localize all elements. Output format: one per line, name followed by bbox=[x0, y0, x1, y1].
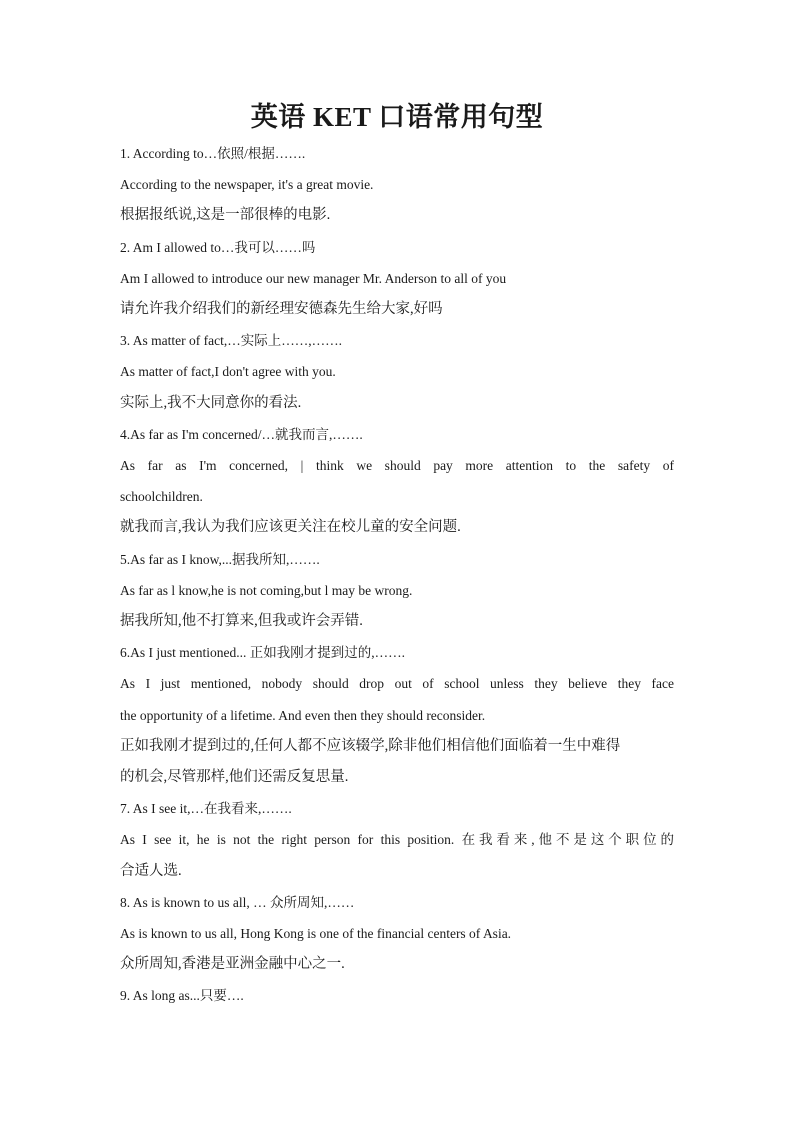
document-page bbox=[120, 96, 674, 1012]
item-1-example-cn: 根据报纸说,这是一部很棒的电影. bbox=[120, 207, 331, 224]
item-6-example-en-line-2: the opportunity of a lifetime. And even then they should reconsider. bbox=[120, 707, 486, 723]
item-4-example-en-line-2: schoolchildren. bbox=[120, 489, 203, 505]
item-6-example-cn-line-1: 正如我刚才提到过的,任何人都不应该辍学,除非他们相信他们面临着一生中难得 bbox=[120, 737, 621, 754]
item-3-phrase: 3. As matter of fact,…实际上……,……. bbox=[120, 333, 342, 349]
item-3-example-cn: 实际上,我不大同意你的看法. bbox=[120, 394, 302, 411]
item-4-phrase: 4.As far as I'm concerned/…就我而言,……. bbox=[120, 426, 363, 442]
item-7-example-line-1: As I see it, he is not the right person for this position. 在我看来,他不是这个职位的 bbox=[120, 832, 674, 848]
item-3-example-en: As matter of fact,I don't agree with you. bbox=[120, 364, 336, 380]
item-6-example-en-line-1: As I just mentioned, nobody should drop out of school unless they believe they face bbox=[120, 676, 674, 692]
item-2-example-en: Am I allowed to introduce our new manager Mr. Anderson to all of you bbox=[120, 270, 507, 286]
item-7-example-line-2: 合适人选. bbox=[120, 862, 182, 879]
item-1-phrase: 1. According to…依照/根据……. bbox=[120, 146, 306, 161]
item-8-example-cn: 众所周知,香港是亚洲金融中心之一. bbox=[120, 956, 345, 973]
item-5-example-cn: 据我所知,他不打算来,但我或许会弄错. bbox=[120, 613, 363, 630]
item-4-example-en-line-1: As far as I'm concerned, | think we should pay more attention to the safety of bbox=[120, 458, 674, 474]
item-1-example-en: According to the newspaper, it's a great movie. bbox=[120, 177, 374, 193]
item-2-example-cn: 请允许我介绍我们的新经理安德森先生给大家,好吗 bbox=[120, 301, 443, 318]
item-5-example-en: As far as l know,he is not coming,but l may be wrong. bbox=[120, 582, 413, 598]
item-7-phrase: 7. As I see it,…在我看来,……. bbox=[120, 801, 292, 817]
item-6-example-cn-line-2: 的机会,尽管那样,他们还需反复思量. bbox=[120, 769, 349, 786]
item-8-example-en: As is known to us all, Hong Kong is one of the financial centers of Asia. bbox=[120, 926, 512, 942]
document-title: 英语 KET 口语常用句型 bbox=[250, 102, 544, 132]
item-4-example-cn: 就我而言,我认为我们应该更关注在校儿童的安全问题. bbox=[120, 519, 461, 536]
item-8-phrase: 8. As is known to us all, … 众所周知,…… bbox=[120, 894, 355, 910]
item-9-phrase: 9. As long as...只要…. bbox=[120, 988, 244, 1004]
item-5-phrase: 5.As far as I know,...据我所知,……. bbox=[120, 551, 320, 567]
item-6-phrase: 6.As I just mentioned... 正如我刚才提到过的,……. bbox=[120, 645, 405, 661]
item-2-phrase: 2. Am I allowed to…我可以……吗 bbox=[120, 239, 316, 255]
